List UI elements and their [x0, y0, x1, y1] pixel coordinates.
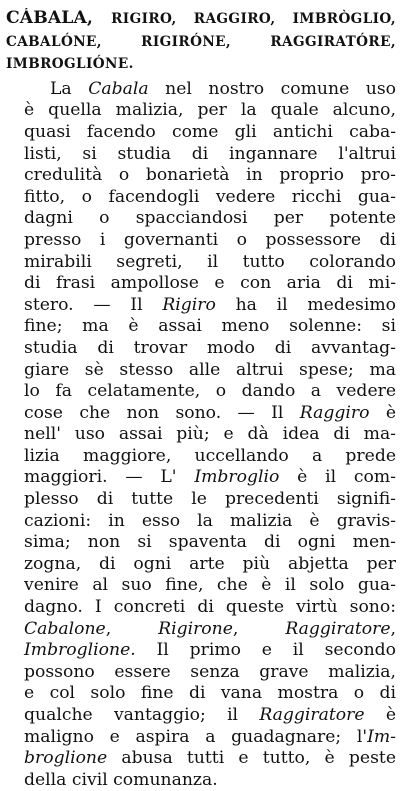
text-run: è — [369, 402, 396, 423]
italic-term: Imbroglione. — [24, 640, 136, 661]
italic-term: Raggiratore — [259, 705, 365, 725]
text-run: presso i governanti o possessore di — [24, 229, 396, 250]
text-run: giare sè stesso alle altrui spese; ma — [24, 359, 396, 380]
text-run: plesso di tutte le precedenti signifi- — [24, 489, 396, 510]
text-run: lo fa celatamente, o dando a vedere — [24, 381, 396, 402]
text-run: listi, si studia di ingannare l'altrui — [24, 143, 396, 164]
body-line — [6, 122, 396, 144]
italic-term: Cabala — [88, 78, 149, 99]
text-run: , — [390, 618, 396, 639]
body-line — [6, 100, 396, 122]
body-line — [6, 144, 396, 166]
text-run: lizia maggiore, uccellando a prede — [24, 445, 396, 466]
body-line — [6, 575, 396, 597]
body-line — [6, 705, 396, 727]
text-run: è — [364, 705, 396, 725]
text-run: , — [232, 618, 286, 639]
entry-heading — [6, 8, 396, 76]
text-run: possono essere senza grave malizia, — [24, 661, 396, 682]
text-run: fitto, o facendogli vedere ricchi gua- — [24, 186, 396, 207]
text-run: nell' uso assai più; e dà idea di ma- — [24, 424, 396, 445]
text-run: maggiori. — L' — [24, 467, 195, 488]
text-run: ha il medesimo — [215, 294, 396, 315]
body-line — [6, 554, 396, 576]
text-run: RIGIRO, RAGGIRO, IMBRÒGLIO, — [111, 11, 396, 27]
italic-term: Cabalone — [24, 618, 106, 639]
body-line — [6, 165, 396, 187]
body-line — [6, 381, 396, 403]
text-run: dagni o spacciandosi per potente — [24, 208, 396, 229]
italic-term: broglione — [24, 748, 108, 769]
text-run: cose che non sono. — Il — [24, 402, 300, 423]
body-line — [6, 252, 396, 274]
text-run: sima; non si spaventa di ogni men- — [24, 532, 396, 553]
heading-line — [6, 8, 396, 31]
text-run: maligno e aspira a guadagnare; l' — [24, 726, 368, 747]
text-run: abusa tutti e tutto, è peste — [107, 748, 396, 769]
italic-term: Imbroglio — [194, 467, 280, 488]
body-line — [6, 424, 396, 446]
italic-term: Raggiro — [299, 402, 370, 423]
body-line — [6, 273, 396, 295]
body-line — [6, 619, 396, 641]
text-run: La — [50, 78, 89, 99]
text-run: di frasi ampollose e con aria di mi- — [24, 273, 396, 294]
text-run: mirabili segreti, il tutto colorando — [24, 251, 396, 272]
text-run: dagno. I concreti di queste virtù sono: — [24, 597, 396, 618]
body-line — [6, 770, 396, 791]
body-line — [6, 230, 396, 252]
italic-term: Rigirone — [158, 618, 233, 639]
text-run: cazioni: in esso la malizia è gravis- — [24, 510, 396, 531]
heading-line — [6, 53, 396, 76]
italic-term: Im- — [367, 726, 396, 747]
text-run: studia di trovar modo di avvantag- — [24, 337, 396, 358]
text-run: zogna, di ogni arte più abjetta per — [24, 553, 396, 574]
text-run: e col solo fine di vana mostra o di — [24, 683, 396, 704]
body-line — [6, 295, 396, 317]
text-run: della civil comunanza. — [24, 769, 218, 790]
body-line — [6, 338, 396, 360]
text-run: fine; ma è assai meno solenne: si — [24, 316, 396, 337]
body-line — [6, 748, 396, 770]
text-run: stero. — Il — [24, 294, 163, 315]
text-run: CÁBALA, — [6, 8, 112, 28]
body-line — [6, 511, 396, 533]
body-line — [6, 683, 396, 705]
text-run: Il primo e il secondo — [135, 640, 396, 661]
text-run: , — [105, 618, 159, 639]
heading-line — [6, 31, 396, 54]
body-line — [6, 489, 396, 511]
body-line — [6, 446, 396, 468]
text-run: nel nostro comune uso — [148, 78, 396, 99]
text-run: quasi facendo come gli antichi caba- — [24, 121, 396, 142]
text-run: qualche vantaggio; il — [24, 705, 260, 725]
body-line — [6, 208, 396, 230]
body-line — [6, 597, 396, 619]
body-line — [6, 532, 396, 554]
body-line — [6, 662, 396, 684]
text-run: è il com- — [279, 467, 396, 488]
entry-body — [6, 79, 396, 791]
body-line — [6, 360, 396, 382]
body-line — [6, 187, 396, 209]
text-run: IMBROGLIÓNE. — [6, 56, 134, 73]
text-run: venire al suo fine, che è il solo gua- — [24, 575, 396, 596]
body-line — [6, 727, 396, 749]
italic-term: Raggiratore — [285, 618, 391, 639]
text-run: è quella malizia, per la quale alcuno, — [24, 100, 396, 121]
body-line — [6, 640, 396, 662]
body-line — [6, 79, 396, 101]
body-line — [6, 467, 396, 489]
body-line — [6, 316, 396, 338]
body-line — [6, 403, 396, 425]
text-run: CABALÓNE, RIGIRÓNE, RAGGIRATÓRE, — [6, 33, 396, 50]
text-run: credulità o bonarietà in proprio pro- — [24, 165, 396, 186]
italic-term: Rigiro — [162, 294, 216, 315]
